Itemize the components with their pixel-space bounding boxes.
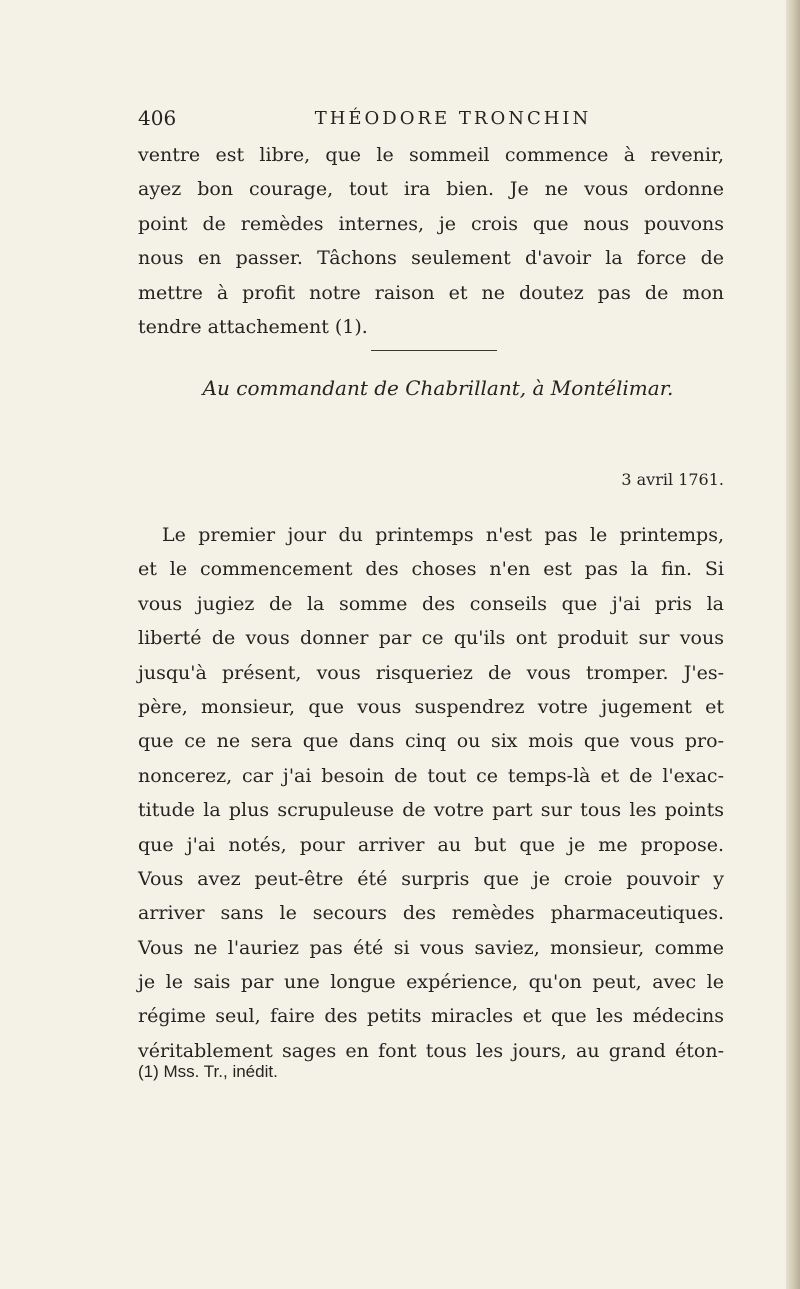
text-line: vous jugiez de la somme des conseils que j'ai pris la [138,592,724,615]
text-line: noncerez, car j'ai besoin de tout ce temps-là et de l'exac- [138,764,724,787]
letter-body [138,518,724,1068]
text-line: nous en passer. Tâchons seulement d'avoir la force de [138,247,724,270]
text-line: tendre attachement (1). [138,315,368,338]
text-line: que ce ne sera que dans cinq ou six mois que vous pro- [138,730,724,753]
text-line: point de remèdes internes, je crois que nous pouvons [138,212,724,235]
text-line: jusqu'à présent, vous risqueriez de vous tromper. J'es- [138,661,724,684]
text-line: mettre à profit notre raison et ne doutez pas de mon [138,281,724,304]
text-line: Vous ne l'auriez pas été si vous saviez, monsieur, comme [138,936,724,959]
text-line: véritablement sages en font tous les jours, au grand éton- [138,1039,724,1062]
text-line: ventre est libre, que le sommeil commence à revenir, [138,144,724,166]
page-edge [786,0,800,1289]
text-line: que j'ai notés, pour arriver au but que je me propose. [138,833,724,856]
text-line: je le sais par une longue expérience, qu'on peut, avec le [138,971,724,994]
page-number: 406 [138,106,177,130]
running-head [138,106,738,136]
text-line: ayez bon courage, tout ira bien. Je ne vous ordonne [138,178,724,201]
text-line: liberté de vous donner par ce qu'ils ont produit sur vous [138,627,724,650]
section-divider [371,350,497,351]
text-line: Le premier jour du printemps n'est pas le printemps, [162,524,724,546]
text-line: et le commencement des choses n'en est pas la fin. Si [138,558,724,581]
letter-date: 3 avril 1761. [621,470,724,489]
text-line: titude la plus scrupuleuse de votre part sur tous les points [138,799,724,822]
continuation-paragraph [138,138,724,344]
letter-addressee: Au commandant de Chabrillant, à Montélimar. [202,376,674,400]
running-title: THÉODORE TRONCHIN [314,108,592,129]
text-line: père, monsieur, que vous suspendrez votre jugement et [138,695,724,718]
text-line: arriver sans le secours des remèdes pharmaceutiques. [138,902,724,925]
footnote: (1) Mss. Tr., inédit. [138,1062,278,1081]
text-line: Vous avez peut-être été surpris que je croie pouvoir y [138,867,724,890]
text-line: régime seul, faire des petits miracles et que les médecins [138,1005,724,1028]
